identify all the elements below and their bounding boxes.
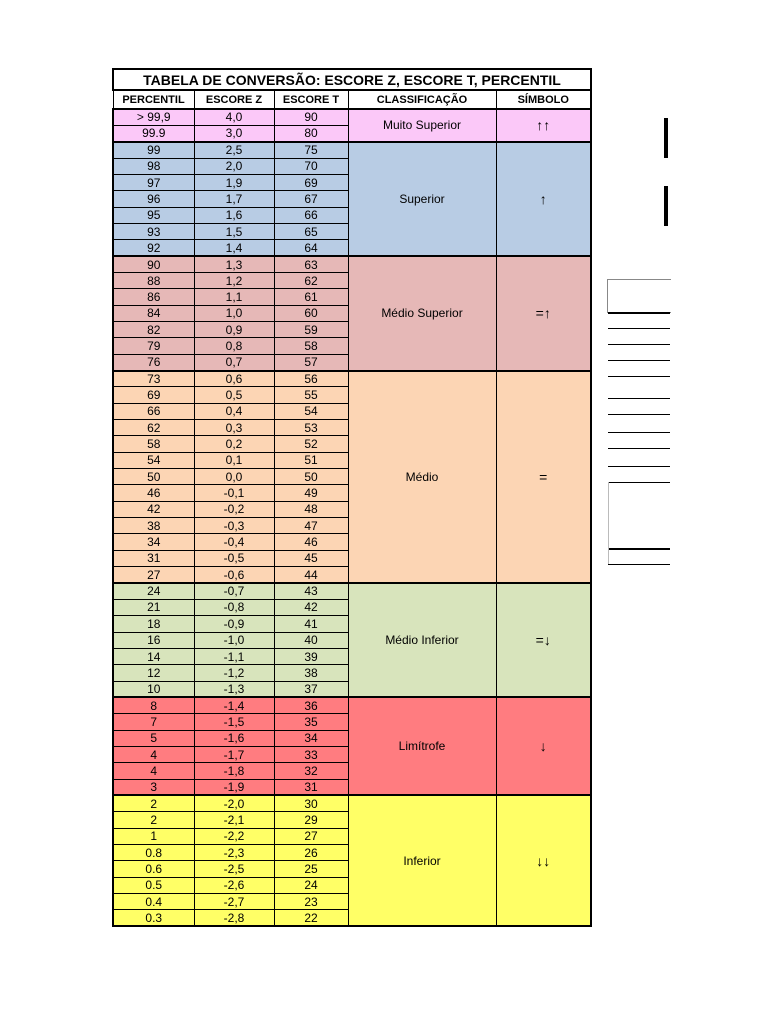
percentil-cell: 88: [113, 272, 194, 288]
escore-t-cell: 56: [274, 371, 348, 387]
line-fragment: [608, 564, 670, 565]
percentil-cell: > 99,9: [113, 109, 194, 125]
classification-cell: Médio Inferior: [348, 583, 496, 697]
offscreen-box-fragment: [607, 279, 671, 313]
escore-z-cell: 0,8: [194, 338, 274, 354]
escore-z-cell: -2,2: [194, 828, 274, 844]
escore-t-cell: 33: [274, 746, 348, 762]
escore-t-cell: 31: [274, 779, 348, 795]
line-fragment: [608, 376, 670, 377]
table-row: [113, 583, 591, 599]
escore-t-cell: 23: [274, 894, 348, 910]
percentil-cell: 21: [113, 599, 194, 615]
header-simbolo: SÍMBOLO: [496, 90, 591, 109]
escore-t-cell: 52: [274, 436, 348, 452]
header-percentil: PERCENTIL: [113, 90, 194, 109]
line-fragment-vertical: [608, 482, 609, 564]
escore-t-cell: 45: [274, 550, 348, 566]
escore-z-cell: 0,0: [194, 469, 274, 485]
escore-z-cell: -2,6: [194, 877, 274, 893]
escore-z-cell: -1,0: [194, 632, 274, 648]
escore-t-cell: 64: [274, 240, 348, 256]
percentil-cell: 8: [113, 697, 194, 713]
escore-z-cell: 4,0: [194, 109, 274, 125]
escore-z-cell: -0,4: [194, 534, 274, 550]
escore-t-cell: 39: [274, 648, 348, 664]
line-fragment: [608, 448, 670, 449]
percentil-cell: 38: [113, 518, 194, 534]
escore-z-cell: 1,2: [194, 272, 274, 288]
percentil-cell: 24: [113, 583, 194, 599]
escore-z-cell: 0,6: [194, 371, 274, 387]
header-escore-z: ESCORE Z: [194, 90, 274, 109]
table-row: [113, 256, 591, 272]
percentil-cell: 99: [113, 142, 194, 158]
percentil-cell: 27: [113, 567, 194, 583]
percentil-cell: 46: [113, 485, 194, 501]
escore-t-cell: 53: [274, 420, 348, 436]
header-row: [113, 90, 591, 109]
table-body: [113, 109, 591, 926]
escore-z-cell: 1,5: [194, 223, 274, 239]
percentil-cell: 50: [113, 469, 194, 485]
percentil-cell: 93: [113, 223, 194, 239]
symbol-cell: =↑: [496, 256, 591, 370]
percentil-cell: 0.5: [113, 877, 194, 893]
escore-z-cell: -1,5: [194, 714, 274, 730]
line-fragment: [608, 398, 670, 399]
conversion-table: [112, 68, 592, 927]
escore-z-cell: 0,3: [194, 420, 274, 436]
symbol-cell: =: [496, 371, 591, 583]
escore-t-cell: 46: [274, 534, 348, 550]
escore-z-cell: 3,0: [194, 125, 274, 141]
percentil-cell: 90: [113, 256, 194, 272]
percentil-cell: 99.9: [113, 125, 194, 141]
escore-z-cell: 1,7: [194, 191, 274, 207]
escore-t-cell: 70: [274, 158, 348, 174]
line-fragment: [608, 466, 670, 467]
percentil-cell: 66: [113, 403, 194, 419]
escore-t-cell: 43: [274, 583, 348, 599]
escore-z-cell: -0,2: [194, 501, 274, 517]
escore-z-cell: 1,9: [194, 174, 274, 190]
escore-t-cell: 22: [274, 910, 348, 926]
percentil-cell: 3: [113, 779, 194, 795]
escore-z-cell: 0,1: [194, 452, 274, 468]
percentil-cell: 0.4: [113, 894, 194, 910]
escore-z-cell: 1,3: [194, 256, 274, 272]
line-fragment: [608, 344, 670, 345]
line-fragment: [608, 312, 670, 314]
percentil-cell: 0.3: [113, 910, 194, 926]
escore-t-cell: 63: [274, 256, 348, 272]
escore-z-cell: -2,3: [194, 844, 274, 860]
escore-t-cell: 75: [274, 142, 348, 158]
escore-t-cell: 25: [274, 861, 348, 877]
percentil-cell: 62: [113, 420, 194, 436]
escore-z-cell: -0,5: [194, 550, 274, 566]
escore-z-cell: -0,9: [194, 616, 274, 632]
escore-z-cell: -1,1: [194, 648, 274, 664]
escore-z-cell: -0,8: [194, 599, 274, 615]
classification-cell: Médio: [348, 371, 496, 583]
percentil-cell: 92: [113, 240, 194, 256]
escore-z-cell: 1,4: [194, 240, 274, 256]
classification-cell: Médio Superior: [348, 256, 496, 370]
escore-t-cell: 30: [274, 795, 348, 811]
escore-t-cell: 26: [274, 844, 348, 860]
percentil-cell: 5: [113, 730, 194, 746]
escore-z-cell: 0,5: [194, 387, 274, 403]
escore-z-cell: -1,8: [194, 763, 274, 779]
escore-z-cell: -1,3: [194, 681, 274, 697]
percentil-cell: 16: [113, 632, 194, 648]
escore-t-cell: 44: [274, 567, 348, 583]
escore-z-cell: -2,8: [194, 910, 274, 926]
escore-z-cell: 0,7: [194, 354, 274, 370]
classification-cell: Muito Superior: [348, 109, 496, 142]
percentil-cell: 4: [113, 763, 194, 779]
percentil-cell: 4: [113, 746, 194, 762]
escore-t-cell: 80: [274, 125, 348, 141]
symbol-cell: ↓↓: [496, 795, 591, 926]
escore-z-cell: -1,9: [194, 779, 274, 795]
escore-z-cell: -0,3: [194, 518, 274, 534]
escore-z-cell: -0,1: [194, 485, 274, 501]
escore-t-cell: 32: [274, 763, 348, 779]
escore-t-cell: 65: [274, 223, 348, 239]
escore-t-cell: 27: [274, 828, 348, 844]
percentil-cell: 69: [113, 387, 194, 403]
classification-cell: Inferior: [348, 795, 496, 926]
percentil-cell: 84: [113, 305, 194, 321]
table-row: [113, 697, 591, 713]
percentil-cell: 2: [113, 795, 194, 811]
line-fragment: [608, 360, 670, 361]
escore-z-cell: -0,6: [194, 567, 274, 583]
table-row: [113, 371, 591, 387]
escore-t-cell: 69: [274, 174, 348, 190]
percentil-cell: 82: [113, 321, 194, 337]
line-fragment: [608, 548, 670, 550]
percentil-cell: 18: [113, 616, 194, 632]
escore-t-cell: 50: [274, 469, 348, 485]
classification-cell: Superior: [348, 142, 496, 256]
escore-z-cell: -1,4: [194, 697, 274, 713]
escore-t-cell: 37: [274, 681, 348, 697]
escore-t-cell: 62: [274, 272, 348, 288]
line-fragment: [608, 328, 670, 329]
escore-t-cell: 55: [274, 387, 348, 403]
escore-t-cell: 24: [274, 877, 348, 893]
percentil-cell: 2: [113, 812, 194, 828]
escore-z-cell: 1,0: [194, 305, 274, 321]
escore-z-cell: 1,1: [194, 289, 274, 305]
escore-z-cell: -2,0: [194, 795, 274, 811]
percentil-cell: 86: [113, 289, 194, 305]
escore-t-cell: 29: [274, 812, 348, 828]
percentil-cell: 95: [113, 207, 194, 223]
escore-z-cell: 0,2: [194, 436, 274, 452]
percentil-cell: 73: [113, 371, 194, 387]
escore-t-cell: 57: [274, 354, 348, 370]
percentil-cell: 58: [113, 436, 194, 452]
escore-t-cell: 51: [274, 452, 348, 468]
symbol-cell: =↓: [496, 583, 591, 697]
bracket-fragment-1: [664, 118, 668, 158]
percentil-cell: 79: [113, 338, 194, 354]
percentil-cell: 98: [113, 158, 194, 174]
percentil-cell: 0.6: [113, 861, 194, 877]
symbol-cell: ↑: [496, 142, 591, 256]
percentil-cell: 96: [113, 191, 194, 207]
percentil-cell: 14: [113, 648, 194, 664]
escore-t-cell: 41: [274, 616, 348, 632]
escore-t-cell: 90: [274, 109, 348, 125]
escore-t-cell: 42: [274, 599, 348, 615]
escore-z-cell: -1,7: [194, 746, 274, 762]
symbol-cell: ↑↑: [496, 109, 591, 142]
escore-z-cell: -0,7: [194, 583, 274, 599]
escore-t-cell: 34: [274, 730, 348, 746]
escore-z-cell: -1,2: [194, 665, 274, 681]
escore-t-cell: 66: [274, 207, 348, 223]
escore-z-cell: 1,6: [194, 207, 274, 223]
escore-t-cell: 35: [274, 714, 348, 730]
percentil-cell: 7: [113, 714, 194, 730]
escore-t-cell: 54: [274, 403, 348, 419]
escore-t-cell: 38: [274, 665, 348, 681]
percentil-cell: 31: [113, 550, 194, 566]
escore-t-cell: 40: [274, 632, 348, 648]
escore-z-cell: 2,0: [194, 158, 274, 174]
classification-cell: Limítrofe: [348, 697, 496, 795]
escore-z-cell: -2,5: [194, 861, 274, 877]
escore-t-cell: 67: [274, 191, 348, 207]
escore-t-cell: 48: [274, 501, 348, 517]
escore-t-cell: 36: [274, 697, 348, 713]
percentil-cell: 76: [113, 354, 194, 370]
escore-t-cell: 59: [274, 321, 348, 337]
header-escore-t: ESCORE T: [274, 90, 348, 109]
escore-t-cell: 49: [274, 485, 348, 501]
line-fragment: [608, 432, 670, 433]
escore-t-cell: 60: [274, 305, 348, 321]
escore-z-cell: -2,7: [194, 894, 274, 910]
percentil-cell: 0.8: [113, 844, 194, 860]
percentil-cell: 42: [113, 501, 194, 517]
table-row: [113, 142, 591, 158]
percentil-cell: 10: [113, 681, 194, 697]
bracket-fragment-2: [664, 186, 668, 226]
percentil-cell: 12: [113, 665, 194, 681]
header-classificacao: CLASSIFICAÇÃO: [348, 90, 496, 109]
escore-t-cell: 58: [274, 338, 348, 354]
escore-z-cell: -2,1: [194, 812, 274, 828]
symbol-cell: ↓: [496, 697, 591, 795]
percentil-cell: 1: [113, 828, 194, 844]
percentil-cell: 34: [113, 534, 194, 550]
escore-t-cell: 47: [274, 518, 348, 534]
percentil-cell: 97: [113, 174, 194, 190]
escore-z-cell: 2,5: [194, 142, 274, 158]
escore-z-cell: -1,6: [194, 730, 274, 746]
line-fragment: [608, 414, 670, 415]
line-fragment: [608, 482, 670, 483]
table-title: TABELA DE CONVERSÃO: ESCORE Z, ESCORE T, PERCENTIL: [113, 69, 591, 90]
percentil-cell: 54: [113, 452, 194, 468]
escore-t-cell: 61: [274, 289, 348, 305]
table-row: [113, 795, 591, 811]
escore-z-cell: 0,9: [194, 321, 274, 337]
table-row: [113, 109, 591, 125]
escore-z-cell: 0,4: [194, 403, 274, 419]
